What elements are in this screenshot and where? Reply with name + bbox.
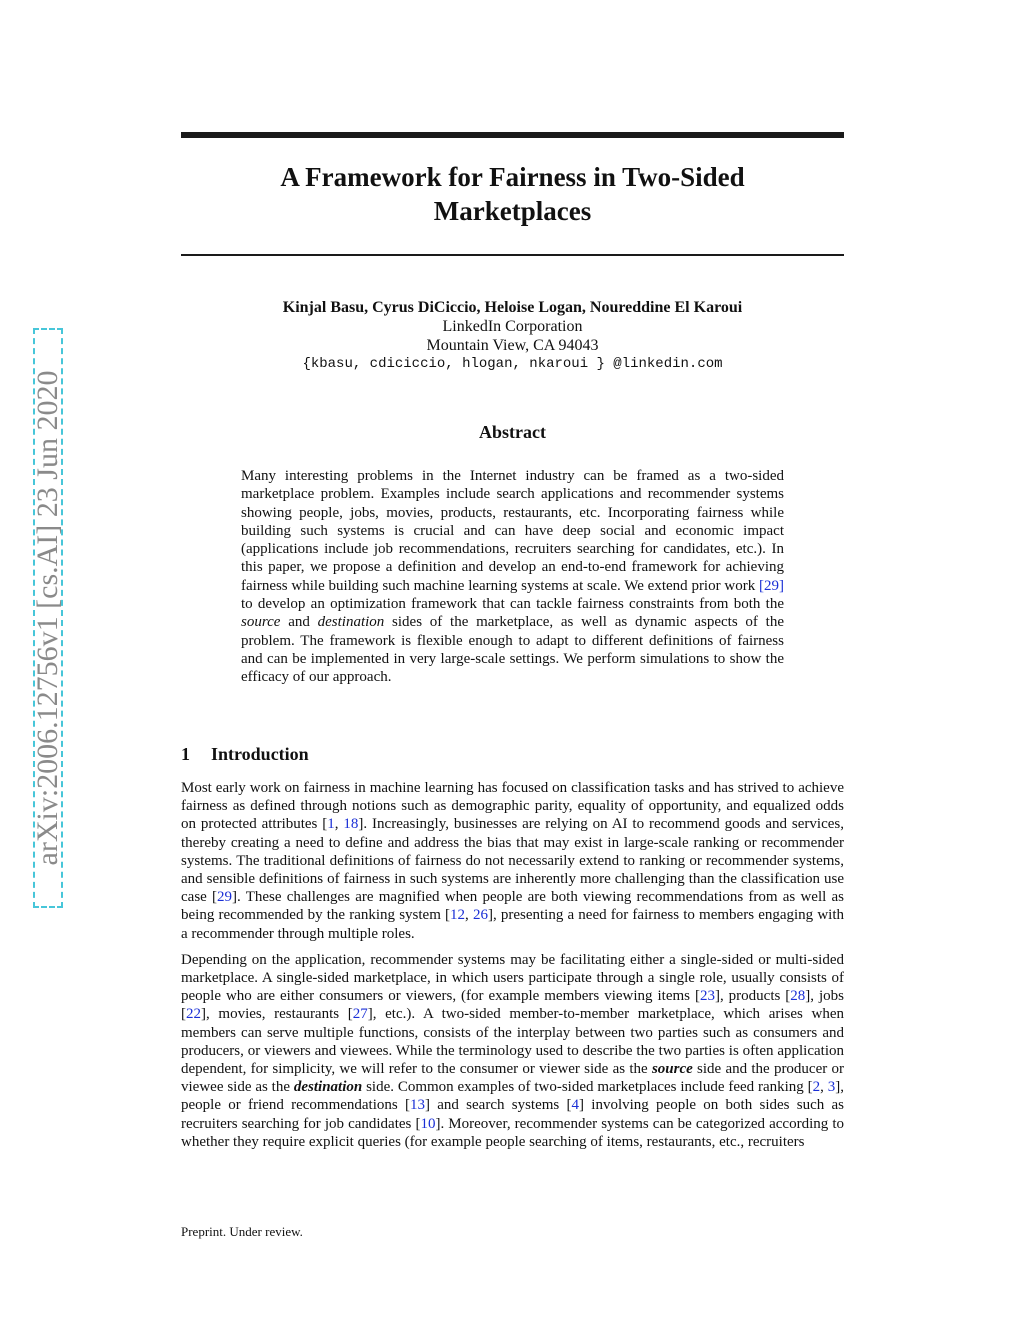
citation-link[interactable]: 18: [343, 816, 359, 833]
section-number: 1: [181, 744, 190, 764]
author-block: [181, 298, 844, 374]
citation-link[interactable]: 3: [827, 1079, 836, 1096]
text-run: ] involving people on both sides such as recruiters searching for job candidates [: [181, 1097, 845, 1132]
text-run: ], presenting a need for fairness to members engaging with a recommender through multiple roles.: [181, 907, 844, 942]
text-run: ], products [: [714, 988, 791, 1005]
arxiv-identifier[interactable]: arXiv:2006.12756v1 [cs.AI] 23 Jun 2020: [31, 370, 64, 866]
paper-title: [181, 160, 844, 228]
text-run: Depending on the application, recommender systems may be facilitating either a single-sided or multi-sided marketplace. A single-sided marketplace, in which users participate through a single role, usually consists of people who are either consumers or viewers, (for example members viewing items [: [181, 951, 844, 1005]
text-run: ,: [820, 1079, 828, 1096]
introduction-body: [181, 779, 844, 1159]
text-run: ]. Moreover, recommender systems can be categorized according to whether they require explicit queries (for example people searching of items, restaurants, etc., recruiters: [181, 1115, 844, 1150]
affiliation: LinkedIn Corporation: [442, 318, 583, 335]
citation-link[interactable]: 26: [472, 907, 488, 924]
text-run: ], jobs [: [181, 988, 844, 1023]
citation-link[interactable]: 23: [699, 988, 715, 1005]
section-title: Introduction: [211, 744, 309, 764]
text-run: ,: [334, 816, 344, 833]
paragraph: [181, 951, 844, 1151]
citation-link[interactable]: 2: [812, 1079, 821, 1096]
citation-link[interactable]: 28: [790, 988, 806, 1005]
citation-link[interactable]: 1: [327, 816, 335, 833]
emphasis-source: source: [241, 614, 281, 631]
location: Mountain View, CA 94043: [426, 337, 599, 354]
footer-note: Preprint. Under review.: [181, 1224, 303, 1239]
citation-link[interactable]: 22: [186, 1006, 201, 1023]
text-run: ], movies, restaurants [: [201, 1006, 353, 1023]
citation-link[interactable]: 27: [352, 1006, 368, 1023]
title-line-2: Marketplaces: [433, 196, 592, 226]
title-rule-top: [181, 132, 844, 138]
title-line-1: A Framework for Fairness in Two-Sided: [280, 162, 745, 192]
text-run: side. Common examples of two-sided marketplaces include feed ranking [: [362, 1079, 813, 1096]
text-run: ] and search systems [: [424, 1097, 572, 1114]
abstract-body: [241, 467, 784, 687]
author-names: Kinjal Basu, Cyrus DiCiccio, Heloise Logan, Noureddine El Karoui: [282, 299, 743, 316]
abstract-text: Many interesting problems in the Internet industry can be framed as a two-sided marketplace problem. Examples include search applications and recommender systems showing people, jobs, movies, products, restaurants, etc. Incorporating fairness while building such systems is crucial and can have deep social and economic impact (applications include job recommendations, recruiters searching for candidates, etc.). In this paper, we propose a definition and develop an end-to-end framework for achieving fairness while building such machine learning systems at scale. We extend prior work: [241, 468, 784, 594]
abstract-text: sides of the marketplace, as well as dynamic aspects of the problem. The framework is flexible enough to adapt to different definitions of fairness and can be implemented in very large-scale settings. We perform simulations to show the efficacy of our approach.: [241, 614, 784, 686]
abstract-text: to develop an optimization framework that can tackle fairness constraints from both the: [241, 596, 784, 613]
abstract-heading: Abstract: [479, 422, 546, 442]
text-run: ]. These challenges are magnified when people are both viewing recommendations from as well as being recommended by the ranking system [: [181, 889, 844, 924]
text-run: ,: [465, 907, 473, 924]
text-run: side and the producer or viewee side as the: [181, 1061, 844, 1096]
text-run: Most early work on fairness in machine learning has focused on classification tasks and has strived to achieve fairness as defined through notions such as demographic parity, equality of opportunity, and equalized odds on protected attributes [: [181, 780, 844, 833]
emphasis-destination: destination: [317, 614, 385, 631]
emphasis-destination: destination: [293, 1079, 363, 1096]
citation-link[interactable]: 10: [420, 1115, 436, 1132]
paragraph: [181, 779, 844, 943]
citation-link[interactable]: 13: [409, 1097, 425, 1114]
citation-link[interactable]: 29: [217, 889, 233, 906]
author-emails: {kbasu, cdiciccio, hlogan, nkaroui } @linkedin.com: [302, 356, 723, 372]
abstract-text: and: [280, 614, 318, 631]
text-run: ], etc.). A two-sided member-to-member marketplace, which arises when members can serve multiple functions, consists of the interplay between two parties such as consumers and producers, or viewers and viewees. While the terminology used to describe the two parties is often application dependent, for simplicity, we will refer to the consumer or viewer side as the: [181, 1006, 844, 1078]
citation-link[interactable]: 12: [450, 907, 466, 924]
emphasis-source: source: [651, 1061, 693, 1078]
citation-link[interactable]: [29]: [759, 577, 784, 594]
citation-link[interactable]: 4: [571, 1097, 580, 1114]
text-run: ]. Increasingly, businesses are relying on AI to recommend goods and services, thereby creating a need to define and address the bias that may exist in large-scale ranking or recommender systems. The traditional definitions of fairness do not necessarily extend to ranking or recommender systems, and sensible definitions of fairness in such systems are inherently more challenging than the classification use case [: [181, 816, 844, 906]
text-run: ], people or friend recommendations [: [181, 1079, 845, 1114]
section-heading: [181, 744, 844, 765]
title-rule-bottom: [181, 254, 844, 256]
